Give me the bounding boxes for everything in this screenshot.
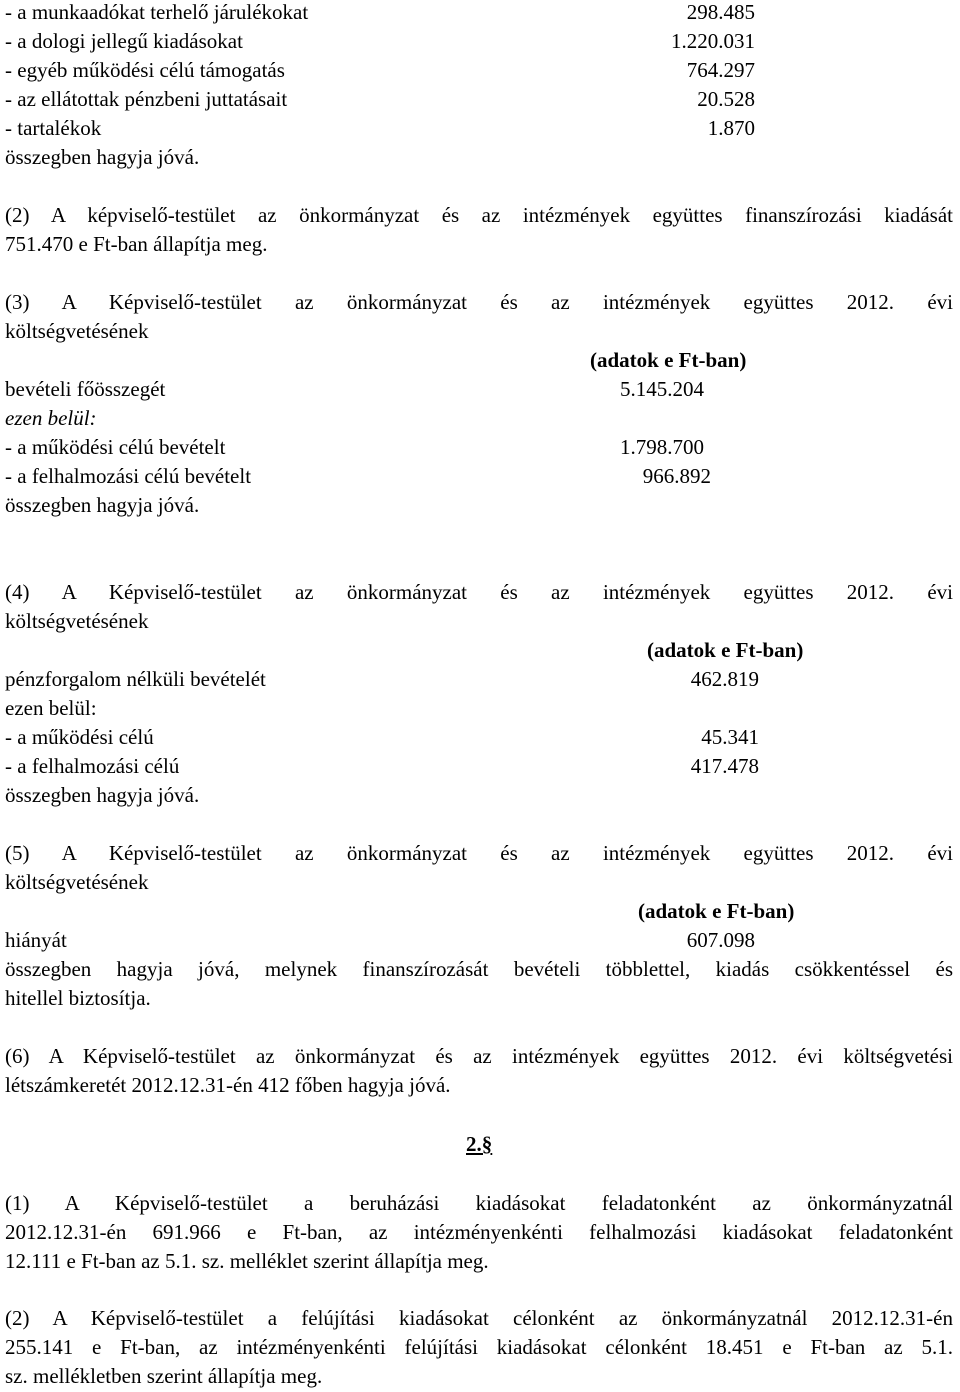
paragraph-5-line: költségvetésének: [5, 870, 149, 894]
expense-item-amount: 298.485: [686, 0, 755, 24]
deficit-amount: 607.098: [686, 928, 755, 952]
expense-item-label: - a munkaadókat terhelő járulékokat: [5, 0, 309, 24]
paragraph-2-line: (2) A képviselő-testület az önkormányzat és az intézmények együttes finanszírozási kiadását: [5, 203, 953, 227]
deficit-label: hiányát: [5, 928, 67, 952]
revenue-total-amount: 5.145.204: [620, 377, 704, 401]
section-2-paragraph-2-line: (2) A Képviselő-testület a felújítási kiadásokat célonként az önkormányzatnál 2012.12.31-én: [5, 1306, 953, 1330]
revenue-total-label: bevételi főösszegét: [5, 377, 166, 401]
approval-text: összegben hagyja jóvá.: [5, 145, 200, 169]
paragraph-6-line: létszámkeretét 2012.12.31-én 412 főben hagyja jóvá.: [5, 1073, 451, 1097]
section-2-paragraph-1-line: (1) A Képviselő-testület a beruházási kiadásokat feladatonként az önkormányzatnál: [5, 1191, 953, 1215]
section-2-paragraph-1-line: 12.111 e Ft-ban az 5.1. sz. melléklet szerint állapítja meg.: [5, 1249, 489, 1273]
section-2-paragraph-1-line: 2012.12.31-én 691.966 e Ft-ban, az intézményenkénti felhalmozási kiadásokat feladatonként: [5, 1220, 953, 1244]
paragraph-5-closing: összegben hagyja jóvá, melynek finanszírozását bevételi többlettel, kiadás csökkentéssel és: [5, 957, 953, 981]
non-cash-revenue-amount: 462.819: [690, 667, 759, 691]
expense-item-label: - a dologi jellegű kiadásokat: [5, 29, 243, 53]
expense-item-amount: 1.870: [707, 116, 755, 140]
revenue-item-label: - a működési célú bevételt: [5, 435, 226, 459]
paragraph-2-line: 751.470 e Ft-ban állapítja meg.: [5, 232, 268, 256]
section-heading: 2.§: [466, 1132, 493, 1156]
non-cash-item-amount: 417.478: [690, 754, 759, 778]
section-2-paragraph-2-line: 255.141 e Ft-ban, az intézményenkénti felújítási kiadásokat célonként 18.451 e Ft-ban az 5.1.: [5, 1335, 953, 1359]
expense-item-label: - tartalékok: [5, 116, 102, 140]
approval-text: összegben hagyja jóvá.: [5, 493, 200, 517]
paragraph-3-line: költségvetésének: [5, 319, 149, 343]
unit-note: (adatok e Ft-ban): [590, 348, 747, 372]
within-label: ezen belül:: [5, 406, 97, 430]
expense-item-label: - egyéb működési célú támogatás: [5, 58, 285, 82]
paragraph-4-line: (4) A Képviselő-testület az önkormányzat és az intézmények együttes 2012. évi: [5, 580, 953, 604]
revenue-item-label: - a felhalmozási célú bevételt: [5, 464, 252, 488]
paragraph-3-line: (3) A Képviselő-testület az önkormányzat és az intézmények együttes 2012. évi: [5, 290, 953, 314]
within-label: ezen belül:: [5, 696, 97, 720]
expense-item-amount: 20.528: [697, 87, 755, 111]
paragraph-4-line: költségvetésének: [5, 609, 149, 633]
expense-item-amount: 764.297: [686, 58, 755, 82]
paragraph-5-closing: hitellel biztosítja.: [5, 986, 151, 1010]
unit-note: (adatok e Ft-ban): [647, 638, 804, 662]
section-2-paragraph-2-line: sz. mellékletben szerint állapítja meg.: [5, 1364, 323, 1388]
revenue-item-amount: 1.798.700: [620, 435, 704, 459]
non-cash-item-amount: 45.341: [701, 725, 759, 749]
expense-item-amount: 1.220.031: [671, 29, 755, 53]
expense-item-label: - az ellátottak pénzbeni juttatásait: [5, 87, 288, 111]
approval-text: összegben hagyja jóvá.: [5, 783, 200, 807]
paragraph-5-line: (5) A Képviselő-testület az önkormányzat és az intézmények együttes 2012. évi: [5, 841, 953, 865]
non-cash-revenue-label: pénzforgalom nélküli bevételét: [5, 667, 266, 691]
non-cash-item-label: - a működési célú: [5, 725, 154, 749]
paragraph-6-line: (6) A Képviselő-testület az önkormányzat és az intézmények együttes 2012. évi költségvetési: [5, 1044, 953, 1068]
non-cash-item-label: - a felhalmozási célú: [5, 754, 180, 778]
unit-note: (adatok e Ft-ban): [638, 899, 795, 923]
revenue-item-amount: 966.892: [642, 464, 711, 488]
